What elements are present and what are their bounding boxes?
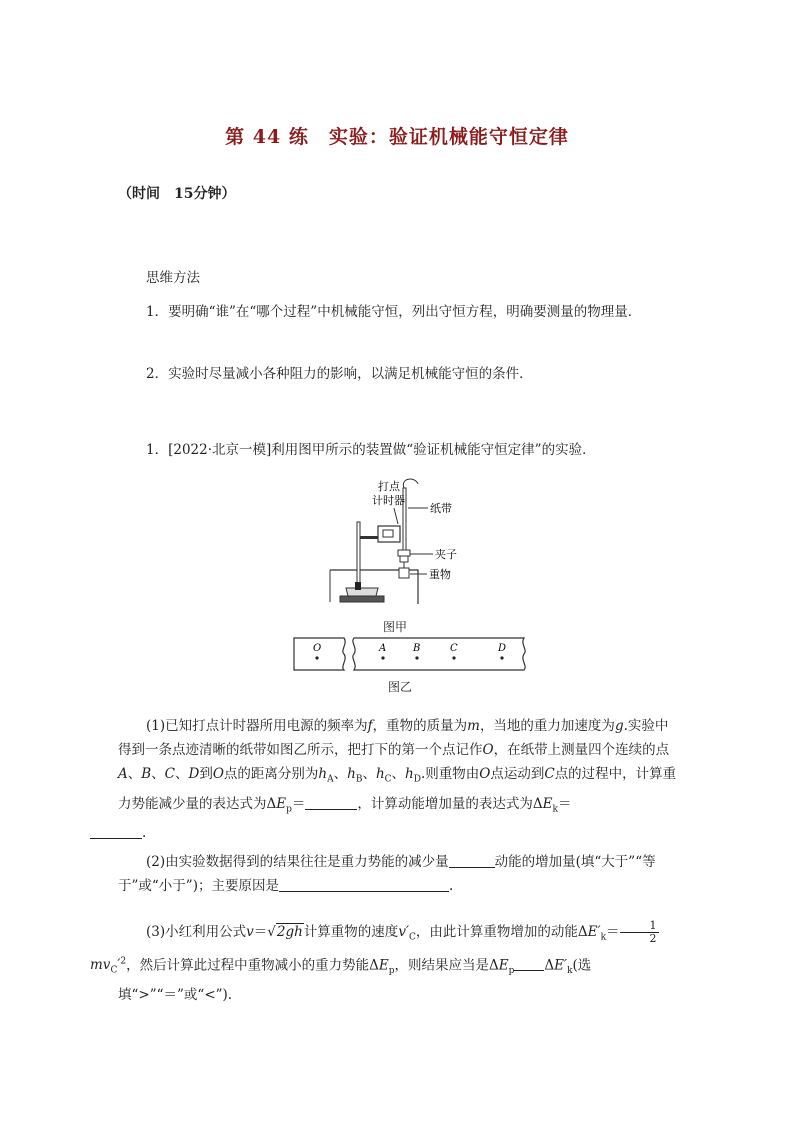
answer-blank-ep[interactable] <box>305 795 357 810</box>
label-weight: 重物 <box>429 569 451 581</box>
method-item-2: 2．实验时尽量减小各种阻力的影响，以满足机械能守恒的条件． <box>146 366 533 382</box>
method-heading: 思维方法 <box>146 270 200 286</box>
answer-blank-ek[interactable] <box>90 824 142 839</box>
stand-rod <box>357 522 360 592</box>
answer-blank-relation[interactable] <box>514 956 544 971</box>
tape-point-c <box>452 656 455 659</box>
tape-diagram <box>288 636 528 672</box>
tape-label-a: A <box>379 643 387 654</box>
page-title: 第 44 练 实验：验证机械能守恒定律 <box>225 126 569 148</box>
figure-tape <box>288 636 528 676</box>
tape-point-a <box>381 656 384 659</box>
caption-figure-b: 图乙 <box>387 680 412 694</box>
tape-label-o: O <box>313 643 322 654</box>
tape-point-d <box>500 656 503 659</box>
label-timer-2: 计时器 <box>372 495 405 507</box>
weight-block <box>399 568 409 578</box>
answer-blank-reason[interactable] <box>279 877 449 892</box>
answer-blank-compare[interactable] <box>449 853 495 868</box>
tape-point-b <box>415 656 418 659</box>
caption-figure-a: 图甲 <box>382 620 407 634</box>
label-tape: 纸带 <box>430 503 452 515</box>
time-limit: （时间 15分钟） <box>118 186 236 202</box>
tape-label-c: C <box>450 643 458 654</box>
question-1-part-3: (3)小红利用公式v＝√2gh计算重物的速度$v'_C$，由此计算重物增加的动能$\Delta E'_k=$ $\frac{1}{2}$ $mv_C'^2$，然后计算此过程中重物减小的重力势能$\Delta E_p$，则结果应当是$\Delta E_p$ $\Delta E'_k$(选填“>”“＝”或“<”). <box>90 919 657 1003</box>
question-1-stem: 1．[2022·北京一模]利用图甲所示的装置做“验证机械能守恒定律”的实验． <box>146 442 596 458</box>
tape-point-o <box>315 656 318 659</box>
question-1-part-1: (1)已知打点计时器所用电源的频率为f，重物的质量为m，当地的重力加速度为g.实验中得到一条点迹清晰的纸带如图乙所示，把打下的第一个点记作O，在纸带上测量四个连续的点A、B、C、D到O点的距离分别为$h_A$、$h_B$、$h_C$、$h_D$.则重物由O点运动到C点的过程中，计算重力势能减少量的表达式为$\Delta E_p=$ ，计算动能增加量的表达式为$\Delta E_k=$ . <box>118 714 678 845</box>
label-clip: 夹子 <box>435 549 457 561</box>
tape-label-d: D <box>498 643 507 654</box>
tape-label-b: B <box>413 643 421 654</box>
method-item-1: 1．要明确“谁”在“哪个过程”中机械能守恒，列出守恒方程，明确要测量的物理量． <box>146 304 642 320</box>
label-timer-1: 打点 <box>378 481 400 493</box>
question-1-part-2: (2)由实验数据得到的结果往往是重力势能的减少量 动能的增加量(填“大于”“等于”或“小于”)；主要原因是 . <box>118 854 656 894</box>
